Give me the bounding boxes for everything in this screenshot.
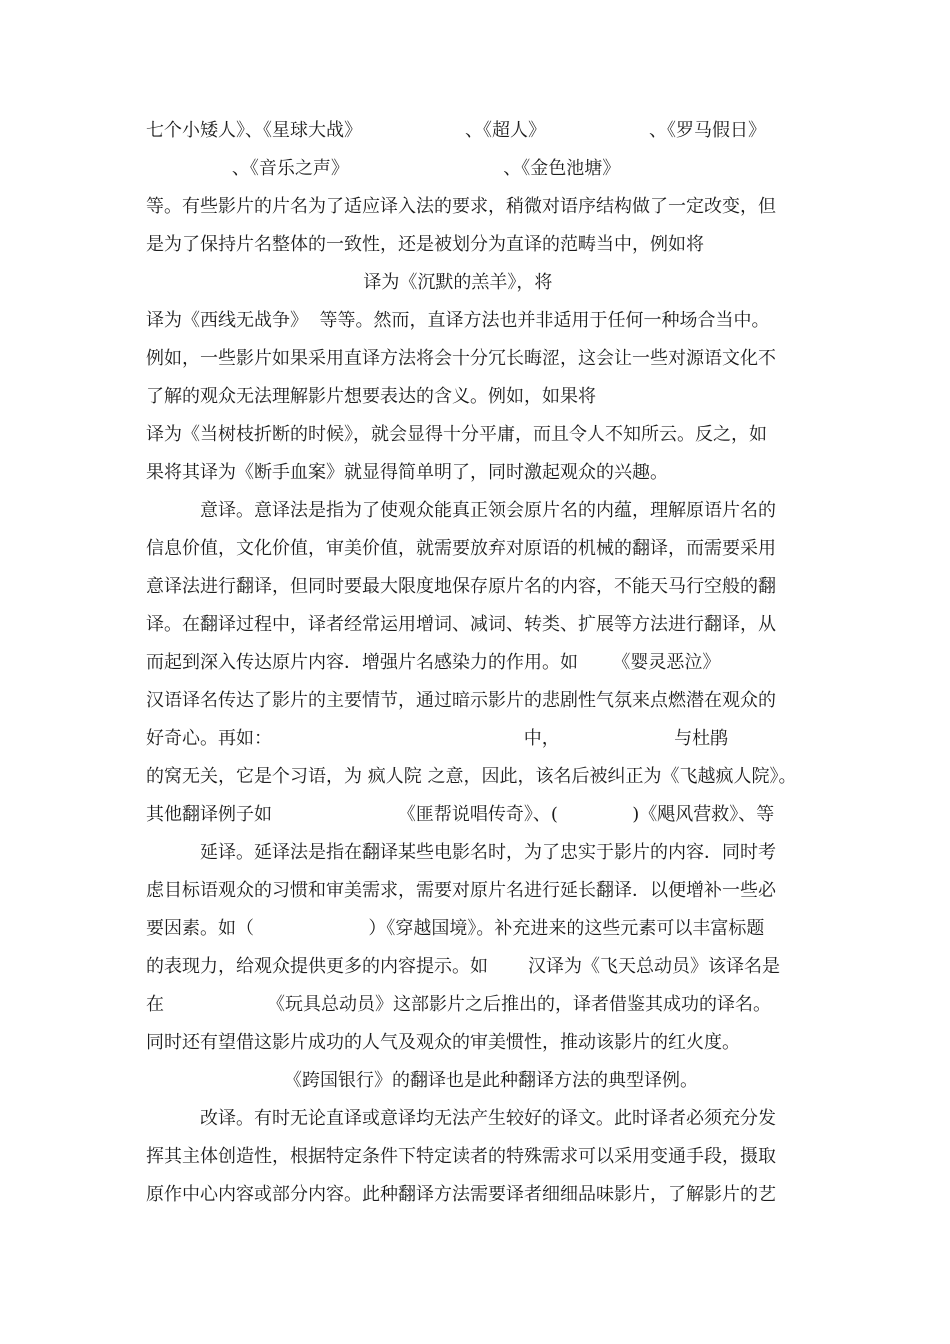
text-line: 、《音乐之声》 、《金色池塘》 (146, 158, 621, 179)
text-line: 原作中心内容或部分内容。此种翻译方法需要译者细细品味影片，了解影片的艺 (146, 1184, 776, 1205)
text-line: 《跨国银行》的翻译也是此种翻译方法的典型译例。 (284, 1070, 698, 1091)
text-line: 而起到深入传达原片内容．增强片名感染力的作用。如 《婴灵恶泣》 (146, 652, 721, 673)
text-line: 是为了保持片名整体的一致性，还是被划分为直译的范畴当中，例如将 (146, 234, 704, 255)
text-line: 要因素。如（ ）《穿越国境》。补充进来的这些元素可以丰富标题 (146, 918, 765, 939)
text-line: 同时还有望借这影片成功的人气及观众的审美惯性，推动该影片的红火度。 (146, 1032, 740, 1053)
text-line: 其他翻译例子如 《匪帮说唱传奇》、( )《飓风营救》、等 (146, 804, 775, 825)
paragraph-first-line: 改译。有时无论直译或意译均无法产生较好的译文。此时译者必须充分发 (200, 1108, 776, 1129)
text-line: 挥其主体创造性，根据特定条件下特定读者的特殊需求可以采用变通手段，摄取 (146, 1146, 776, 1167)
text-line: 好奇心。再如： 中， 与杜鹃 (146, 728, 729, 749)
text-line: 译为《沉默的羔羊》，将 (146, 272, 553, 293)
text-line: 意译法进行翻译，但同时要最大限度地保存原片名的内容，不能天马行空般的翻 (146, 576, 776, 597)
text-line: 译。在翻译过程中，译者经常运用增词、减词、转类、扩展等方法进行翻译，从 (146, 614, 776, 635)
text-line: 的窝无关，它是个习语，为 疯人院 之意，因此，该名后被纠正为《飞越疯人院》。 (146, 766, 797, 787)
text-line: 译为《当树枝折断的时候》，就会显得十分平庸，而且令人不知所云。反之，如 (146, 424, 767, 445)
text-line: 在 《玩具总动员》这部影片之后推出的，译者借鉴其成功的译名。 (146, 994, 771, 1015)
text-line: 了解的观众无法理解影片想要表达的含义。例如，如果将 (146, 386, 596, 407)
text-line: 译为《西线无战争》 等等。然而，直译方法也并非适用于任何一种场合当中。 (146, 310, 770, 331)
text-line: 汉语译名传达了影片的主要情节，通过暗示影片的悲剧性气氛来点燃潜在观众的 (146, 690, 776, 711)
paragraph-first-line: 延译。延译法是指在翻译某些电影名时，为了忠实于影片的内容．同时考 (200, 842, 776, 863)
paragraph-first-line: 意译。意译法是指为了使观众能真正领会原片名的内蕴，理解原语片名的 (200, 500, 776, 521)
text-line: 等。有些影片的片名为了适应译入法的要求，稍微对语序结构做了一定改变，但 (146, 196, 776, 217)
text-line: 信息价值，文化价值，审美价值，就需要放弃对原语的机械的翻译，而需要采用 (146, 538, 776, 559)
text-line: 例如，一些影片如果采用直译方法将会十分冗长晦涩，这会让一些对源语文化不 (146, 348, 776, 369)
text-line: 七个小矮人》、《星球大战》 、《超人》 、《罗马假日》 (146, 120, 766, 141)
text-line: 虑目标语观众的习惯和审美需求，需要对原片名进行延长翻译．以便增补一些必 (146, 880, 776, 901)
text-line: 的表现力，给观众提供更多的内容提示。如 汉译为《飞天总动员》该译名是 (146, 956, 781, 977)
text-line: 果将其译为《断手血案》就显得简单明了，同时激起观众的兴趣。 (146, 462, 668, 483)
